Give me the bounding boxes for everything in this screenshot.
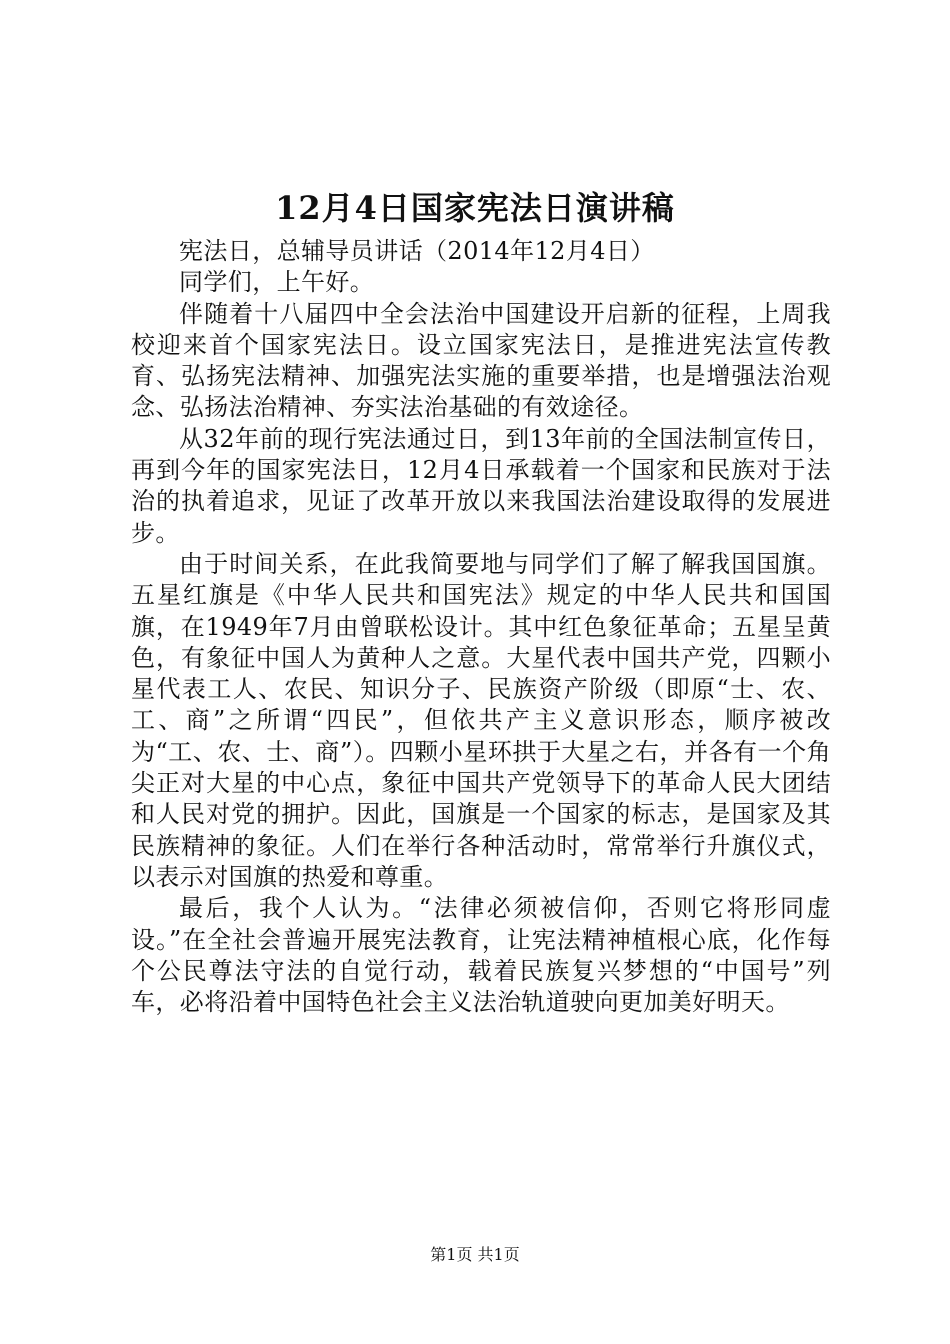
page-footer: 第1页 共1页: [430, 1245, 520, 1264]
body-paragraph: 伴随着十八届四中全会法治中国建设开启新的征程，上周我校迎来首个国家宪法日。设立国家宪法日，是推进宪法宣传教育、弘扬宪法精神、加强宪法实施的重要举措，也是增强法治观念、弘扬法治精神、夯实法治基础的有效途径。: [131, 299, 831, 422]
closing-paragraph: 最后，我个人认为。“法律必须被信仰，否则它将形同虚设。”在全社会普遍开展宪法教育，让宪法精神植根心底，化作每个公民尊法守法的自觉行动，载着民族复兴梦想的“中国号”列车，必将沿着中国特色社会主义法治轨道驶向更加美好明天。: [131, 894, 831, 1017]
greeting-paragraph: 同学们，上午好。: [179, 268, 375, 297]
body-paragraph: 由于时间关系，在此我简要地与同学们了解了解我国国旗。五星红旗是《中华人民共和国宪法》规定的中华人民共和国国旗，在1949年7月由曾联松设计。其中红色象征革命；五星呈黄色，有象征中国人为黄种人之意。大星代表中国共产党，四颗小星代表工人、农民、知识分子、民族资产阶级（即原“士、农、工、商”之所谓“四民”，但依共产主义意识形态，顺序被改为“工、农、士、商”）。四颗小星环拱于大星之右，并各有一个角尖正对大星的中心点，象征中国共产党领导下的革命人民大团结和人民对党的拥护。因此，国旗是一个国家的标志，是国家及其民族精神的象征。人们在举行各种活动时，常常举行升旗仪式，以表示对国旗的热爱和尊重。: [131, 549, 831, 891]
speech-subtitle: 宪法日，总辅导员讲话（2014年12月4日）: [179, 237, 655, 265]
document-body: [131, 236, 831, 1018]
body-paragraph: 从32年前的现行宪法通过日，到13年前的全国法制宣传日，再到今年的国家宪法日，12月4日承载着一个国家和民族对于法治的执着追求，见证了改革开放以来我国法治建设取得的发展进步。: [131, 424, 831, 547]
document-title: 12月4日国家宪法日演讲稿: [275, 189, 675, 227]
